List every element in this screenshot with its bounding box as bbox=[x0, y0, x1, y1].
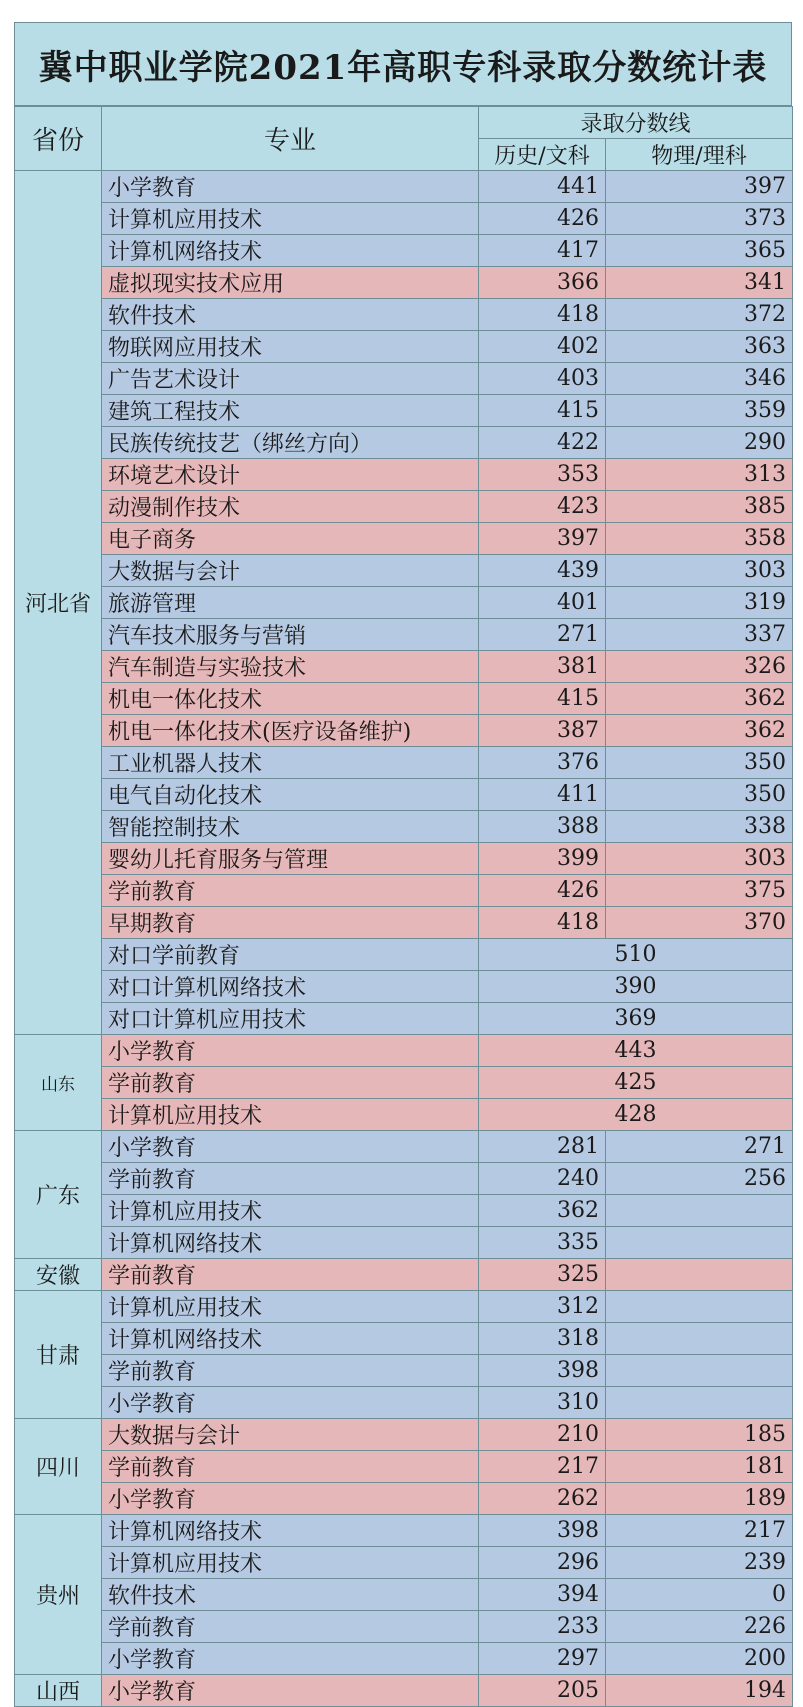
physics-score-cell: 313 bbox=[606, 459, 793, 491]
physics-score-cell: 385 bbox=[606, 491, 793, 523]
major-cell: 小学教育 bbox=[102, 1675, 479, 1707]
table-row bbox=[15, 1675, 793, 1707]
physics-score-cell: 337 bbox=[606, 619, 793, 651]
table-row bbox=[15, 203, 793, 235]
table-row bbox=[15, 1355, 793, 1387]
major-cell: 汽车制造与实验技术 bbox=[102, 651, 479, 683]
province-cell: 山西 bbox=[15, 1675, 102, 1707]
major-cell: 大数据与会计 bbox=[102, 1419, 479, 1451]
table-row bbox=[15, 331, 793, 363]
table-row bbox=[15, 715, 793, 747]
history-score-cell: 297 bbox=[479, 1643, 606, 1675]
major-header: 专业 bbox=[102, 107, 479, 171]
physics-score-cell: 359 bbox=[606, 395, 793, 427]
physics-score-cell: 350 bbox=[606, 747, 793, 779]
table-row bbox=[15, 1099, 793, 1131]
table-row bbox=[15, 971, 793, 1003]
header-row bbox=[15, 107, 793, 139]
history-score-cell: 441 bbox=[479, 171, 606, 203]
table-row bbox=[15, 1227, 793, 1259]
table-row bbox=[15, 523, 793, 555]
physics-score-cell bbox=[606, 1259, 793, 1291]
major-cell: 虚拟现实技术应用 bbox=[102, 267, 479, 299]
major-cell: 民族传统技艺（绑丝方向） bbox=[102, 427, 479, 459]
major-cell: 旅游管理 bbox=[102, 587, 479, 619]
major-cell: 计算机应用技术 bbox=[102, 1099, 479, 1131]
physics-score-cell: 189 bbox=[606, 1483, 793, 1515]
physics-score-cell: 370 bbox=[606, 907, 793, 939]
table-row bbox=[15, 619, 793, 651]
history-score-cell: 387 bbox=[479, 715, 606, 747]
history-arts-header: 历史/文科 bbox=[479, 139, 606, 171]
sheet-title: 冀中职业学院2021年高职专科录取分数统计表 bbox=[14, 22, 792, 106]
history-score-cell: 439 bbox=[479, 555, 606, 587]
score-cell: 425 bbox=[479, 1067, 793, 1099]
history-score-cell: 418 bbox=[479, 299, 606, 331]
major-cell: 学前教育 bbox=[102, 1451, 479, 1483]
province-cell: 山东 bbox=[15, 1035, 102, 1131]
major-cell: 小学教育 bbox=[102, 1035, 479, 1067]
history-score-cell: 415 bbox=[479, 395, 606, 427]
history-score-cell: 417 bbox=[479, 235, 606, 267]
major-cell: 小学教育 bbox=[102, 1643, 479, 1675]
major-cell: 工业机器人技术 bbox=[102, 747, 479, 779]
major-cell: 对口计算机应用技术 bbox=[102, 1003, 479, 1035]
physics-score-cell: 181 bbox=[606, 1451, 793, 1483]
table-row bbox=[15, 1547, 793, 1579]
major-cell: 学前教育 bbox=[102, 875, 479, 907]
history-score-cell: 418 bbox=[479, 907, 606, 939]
table-row bbox=[15, 1163, 793, 1195]
table-row bbox=[15, 1131, 793, 1163]
history-score-cell: 353 bbox=[479, 459, 606, 491]
physics-score-cell: 226 bbox=[606, 1611, 793, 1643]
physics-score-cell: 0 bbox=[606, 1579, 793, 1611]
major-cell: 大数据与会计 bbox=[102, 555, 479, 587]
physics-science-header: 物理/理科 bbox=[606, 139, 793, 171]
major-cell: 婴幼儿托育服务与管理 bbox=[102, 843, 479, 875]
physics-score-cell: 303 bbox=[606, 843, 793, 875]
physics-score-cell bbox=[606, 1387, 793, 1419]
physics-score-cell: 365 bbox=[606, 235, 793, 267]
major-cell: 广告艺术设计 bbox=[102, 363, 479, 395]
score-table bbox=[14, 106, 793, 1707]
table-row bbox=[15, 651, 793, 683]
physics-score-cell bbox=[606, 1323, 793, 1355]
table-row bbox=[15, 1643, 793, 1675]
major-cell: 电子商务 bbox=[102, 523, 479, 555]
major-cell: 计算机应用技术 bbox=[102, 1547, 479, 1579]
province-cell: 河北省 bbox=[15, 171, 102, 1035]
major-cell: 动漫制作技术 bbox=[102, 491, 479, 523]
table-row bbox=[15, 1387, 793, 1419]
admission-score-sheet bbox=[14, 22, 792, 1707]
history-score-cell: 325 bbox=[479, 1259, 606, 1291]
table-row bbox=[15, 587, 793, 619]
history-score-cell: 403 bbox=[479, 363, 606, 395]
table-row bbox=[15, 1451, 793, 1483]
major-cell: 物联网应用技术 bbox=[102, 331, 479, 363]
physics-score-cell: 303 bbox=[606, 555, 793, 587]
history-score-cell: 402 bbox=[479, 331, 606, 363]
history-score-cell: 399 bbox=[479, 843, 606, 875]
physics-score-cell: 346 bbox=[606, 363, 793, 395]
history-score-cell: 426 bbox=[479, 203, 606, 235]
physics-score-cell: 290 bbox=[606, 427, 793, 459]
history-score-cell: 394 bbox=[479, 1579, 606, 1611]
table-row bbox=[15, 907, 793, 939]
major-cell: 软件技术 bbox=[102, 299, 479, 331]
history-score-cell: 397 bbox=[479, 523, 606, 555]
physics-score-cell bbox=[606, 1355, 793, 1387]
major-cell: 计算机应用技术 bbox=[102, 1195, 479, 1227]
table-row bbox=[15, 363, 793, 395]
major-cell: 机电一体化技术(医疗设备维护) bbox=[102, 715, 479, 747]
history-score-cell: 217 bbox=[479, 1451, 606, 1483]
physics-score-cell: 326 bbox=[606, 651, 793, 683]
table-row bbox=[15, 811, 793, 843]
table-row bbox=[15, 1003, 793, 1035]
score-line-header: 录取分数线 bbox=[479, 107, 793, 139]
physics-score-cell: 372 bbox=[606, 299, 793, 331]
table-row bbox=[15, 1259, 793, 1291]
major-cell: 学前教育 bbox=[102, 1067, 479, 1099]
major-cell: 学前教育 bbox=[102, 1355, 479, 1387]
major-cell: 计算机应用技术 bbox=[102, 1291, 479, 1323]
table-row bbox=[15, 1611, 793, 1643]
history-score-cell: 296 bbox=[479, 1547, 606, 1579]
table-row bbox=[15, 1483, 793, 1515]
history-score-cell: 210 bbox=[479, 1419, 606, 1451]
major-cell: 汽车技术服务与营销 bbox=[102, 619, 479, 651]
table-row bbox=[15, 1323, 793, 1355]
history-score-cell: 426 bbox=[479, 875, 606, 907]
score-cell: 510 bbox=[479, 939, 793, 971]
history-score-cell: 381 bbox=[479, 651, 606, 683]
physics-score-cell bbox=[606, 1227, 793, 1259]
history-score-cell: 388 bbox=[479, 811, 606, 843]
physics-score-cell bbox=[606, 1291, 793, 1323]
major-cell: 学前教育 bbox=[102, 1259, 479, 1291]
physics-score-cell: 194 bbox=[606, 1675, 793, 1707]
major-cell: 学前教育 bbox=[102, 1611, 479, 1643]
history-score-cell: 310 bbox=[479, 1387, 606, 1419]
major-cell: 小学教育 bbox=[102, 1483, 479, 1515]
major-cell: 早期教育 bbox=[102, 907, 479, 939]
table-row bbox=[15, 459, 793, 491]
table-row bbox=[15, 267, 793, 299]
history-score-cell: 415 bbox=[479, 683, 606, 715]
province-cell: 甘肃 bbox=[15, 1291, 102, 1419]
table-row bbox=[15, 1291, 793, 1323]
physics-score-cell: 341 bbox=[606, 267, 793, 299]
physics-score-cell: 373 bbox=[606, 203, 793, 235]
table-row bbox=[15, 1419, 793, 1451]
table-row bbox=[15, 491, 793, 523]
score-cell: 443 bbox=[479, 1035, 793, 1067]
major-cell: 建筑工程技术 bbox=[102, 395, 479, 427]
physics-score-cell: 363 bbox=[606, 331, 793, 363]
score-table-body bbox=[15, 107, 793, 1707]
physics-score-cell: 358 bbox=[606, 523, 793, 555]
province-cell: 广东 bbox=[15, 1131, 102, 1259]
physics-score-cell: 185 bbox=[606, 1419, 793, 1451]
history-score-cell: 335 bbox=[479, 1227, 606, 1259]
table-row bbox=[15, 1195, 793, 1227]
score-cell: 390 bbox=[479, 971, 793, 1003]
history-score-cell: 312 bbox=[479, 1291, 606, 1323]
table-row bbox=[15, 875, 793, 907]
table-row bbox=[15, 395, 793, 427]
table-row bbox=[15, 1067, 793, 1099]
physics-score-cell: 239 bbox=[606, 1547, 793, 1579]
table-row bbox=[15, 427, 793, 459]
table-row bbox=[15, 843, 793, 875]
history-score-cell: 233 bbox=[479, 1611, 606, 1643]
history-score-cell: 281 bbox=[479, 1131, 606, 1163]
major-cell: 软件技术 bbox=[102, 1579, 479, 1611]
table-row bbox=[15, 1515, 793, 1547]
physics-score-cell: 375 bbox=[606, 875, 793, 907]
table-row bbox=[15, 939, 793, 971]
history-score-cell: 271 bbox=[479, 619, 606, 651]
physics-score-cell: 319 bbox=[606, 587, 793, 619]
history-score-cell: 411 bbox=[479, 779, 606, 811]
major-cell: 计算机网络技术 bbox=[102, 1323, 479, 1355]
province-cell: 安徽 bbox=[15, 1259, 102, 1291]
major-cell: 计算机网络技术 bbox=[102, 235, 479, 267]
major-cell: 学前教育 bbox=[102, 1163, 479, 1195]
physics-score-cell: 362 bbox=[606, 715, 793, 747]
physics-score-cell: 338 bbox=[606, 811, 793, 843]
history-score-cell: 366 bbox=[479, 267, 606, 299]
score-cell: 428 bbox=[479, 1099, 793, 1131]
table-row bbox=[15, 171, 793, 203]
major-cell: 计算机网络技术 bbox=[102, 1227, 479, 1259]
history-score-cell: 422 bbox=[479, 427, 606, 459]
major-cell: 对口学前教育 bbox=[102, 939, 479, 971]
history-score-cell: 318 bbox=[479, 1323, 606, 1355]
table-row bbox=[15, 1579, 793, 1611]
table-row bbox=[15, 1035, 793, 1067]
score-cell: 369 bbox=[479, 1003, 793, 1035]
table-row bbox=[15, 683, 793, 715]
province-cell: 贵州 bbox=[15, 1515, 102, 1675]
history-score-cell: 398 bbox=[479, 1355, 606, 1387]
major-cell: 计算机应用技术 bbox=[102, 203, 479, 235]
physics-score-cell bbox=[606, 1195, 793, 1227]
history-score-cell: 262 bbox=[479, 1483, 606, 1515]
physics-score-cell: 350 bbox=[606, 779, 793, 811]
table-row bbox=[15, 779, 793, 811]
major-cell: 小学教育 bbox=[102, 171, 479, 203]
major-cell: 机电一体化技术 bbox=[102, 683, 479, 715]
major-cell: 小学教育 bbox=[102, 1131, 479, 1163]
major-cell: 智能控制技术 bbox=[102, 811, 479, 843]
physics-score-cell: 271 bbox=[606, 1131, 793, 1163]
history-score-cell: 398 bbox=[479, 1515, 606, 1547]
history-score-cell: 240 bbox=[479, 1163, 606, 1195]
major-cell: 对口计算机网络技术 bbox=[102, 971, 479, 1003]
physics-score-cell: 217 bbox=[606, 1515, 793, 1547]
history-score-cell: 205 bbox=[479, 1675, 606, 1707]
province-cell: 四川 bbox=[15, 1419, 102, 1515]
physics-score-cell: 200 bbox=[606, 1643, 793, 1675]
province-header: 省份 bbox=[15, 107, 102, 171]
physics-score-cell: 397 bbox=[606, 171, 793, 203]
history-score-cell: 401 bbox=[479, 587, 606, 619]
history-score-cell: 376 bbox=[479, 747, 606, 779]
major-cell: 计算机网络技术 bbox=[102, 1515, 479, 1547]
major-cell: 小学教育 bbox=[102, 1387, 479, 1419]
history-score-cell: 362 bbox=[479, 1195, 606, 1227]
table-row bbox=[15, 299, 793, 331]
table-row bbox=[15, 235, 793, 267]
physics-score-cell: 256 bbox=[606, 1163, 793, 1195]
history-score-cell: 423 bbox=[479, 491, 606, 523]
physics-score-cell: 362 bbox=[606, 683, 793, 715]
major-cell: 环境艺术设计 bbox=[102, 459, 479, 491]
table-row bbox=[15, 555, 793, 587]
table-row bbox=[15, 747, 793, 779]
major-cell: 电气自动化技术 bbox=[102, 779, 479, 811]
